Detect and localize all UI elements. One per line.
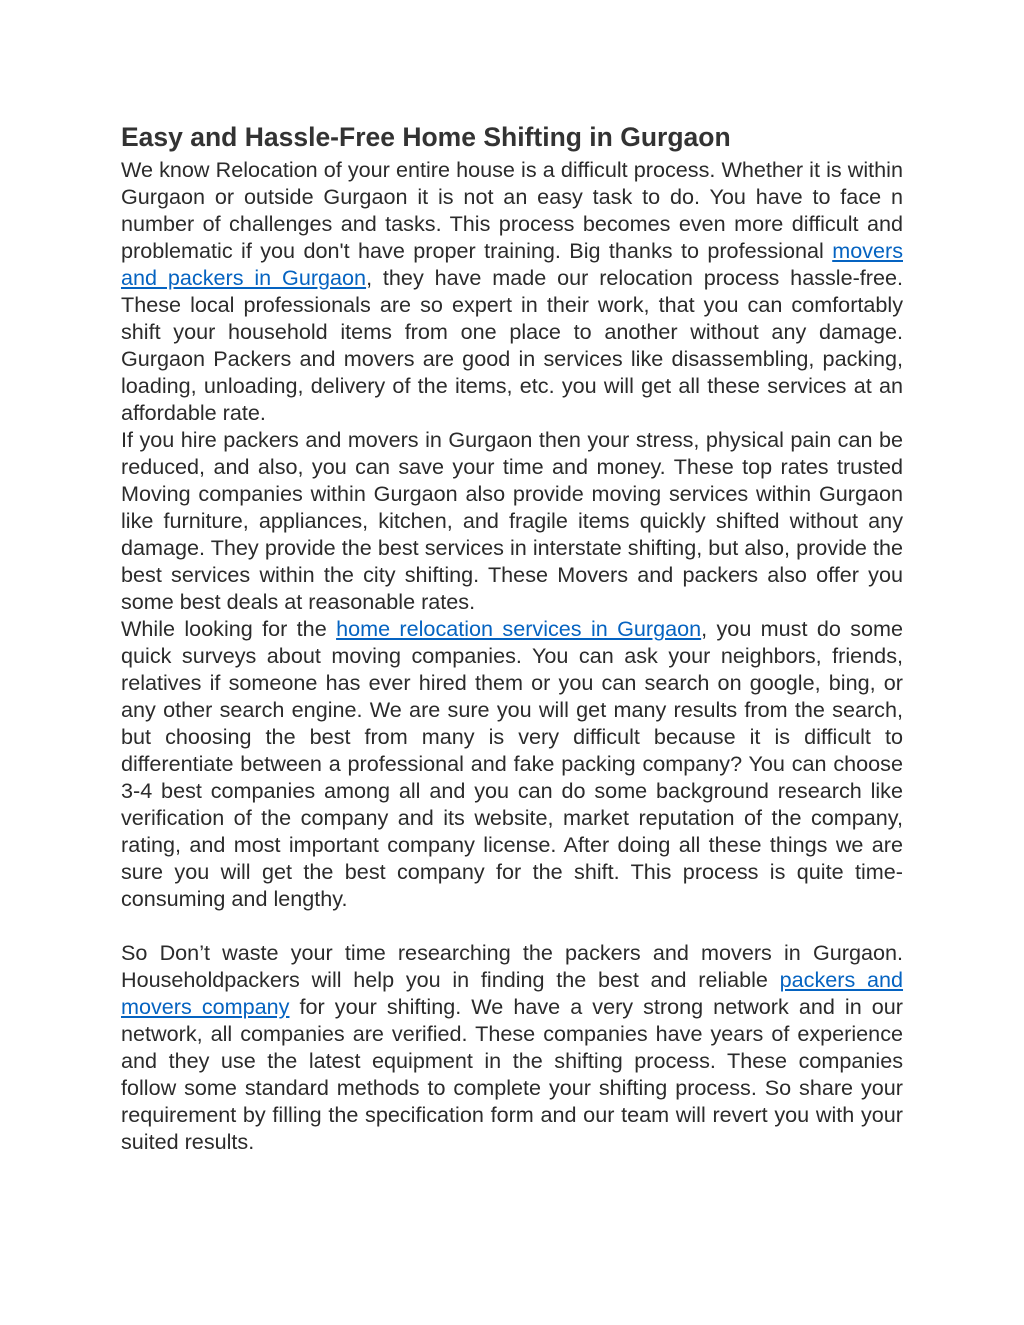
paragraph-research	[121, 615, 903, 912]
paragraph-spacer	[121, 912, 903, 939]
paragraph-text: for your shifting. We have a very strong network and in our network, all companies are verified. These companies have years of experience and they use the latest equipment in the shifting process. These companies follow some standard methods to complete your shifting process. So share your requirement by filling the specification form and our team will revert you with your suited results.	[121, 994, 903, 1154]
movers-packers-gurgaon-link[interactable]: movers and packers in Gurgaon	[121, 238, 903, 290]
paragraph-text: , you must do some quick surveys about moving companies. You can ask your neighbors, friends, relatives if someone has ever hired them or you can search on google, bing, or any other search engine. We are sure you will get many results from the search, but choosing the best from many is very difficult because it is difficult to differentiate between a professional and fake packing company? You can choose 3-4 best companies among all and you can do some background research like verification of the company and its website, market reputation of the company, rating, and most important company license. After doing all these things we are sure you will get the best company for the shift. This process is quite time-consuming and lengthy.	[121, 616, 903, 911]
packers-movers-company-link[interactable]: packers and movers company	[121, 967, 904, 1019]
paragraph-text: While looking for the	[121, 616, 337, 641]
paragraph-benefits: If you hire packers and movers in Gurgaon then your stress, physical pain can be reduced, and also, you can save your time and money. These top rates trusted Moving companies within Gurgaon also provide moving services within Gurgaon like furniture, appliances, kitchen, and fragile items quickly shifted without any damage. They provide the best services in interstate shifting, but also, provide the best services within the city shifting. These Movers and packers also offer you some best deals at reasonable rates.	[121, 427, 903, 614]
paragraph-conclusion	[121, 939, 903, 1155]
paragraph-text: , they have made our relocation process hassle-free. These local professionals are so expert in their work, that you can comfortably shift your household items from one place to another without any damage. Gurgaon Packers and movers are good in services like disassembling, packing, loading, unloading, delivery of the items, etc. you will get all these services at an affordable rate.	[121, 265, 903, 425]
home-relocation-services-link[interactable]: home relocation services in Gurgaon	[336, 616, 702, 641]
document-page	[121, 118, 903, 1155]
paragraph-text: We know Relocation of your entire house is a difficult process. Whether it is within Gurgaon or outside Gurgaon it is not an easy task to do. You have to face n number of challenges and tasks. This process becomes even more difficult and problematic if you don't have proper training. Big thanks to professional	[121, 157, 903, 263]
paragraph-text: So Don’t waste your time researching the packers and movers in Gurgaon. Householdpackers will help you in finding the best and reliable	[121, 940, 903, 992]
paragraph-intro	[121, 156, 903, 426]
document-title: Easy and Hassle-Free Home Shifting in Gurgaon	[121, 122, 731, 152]
